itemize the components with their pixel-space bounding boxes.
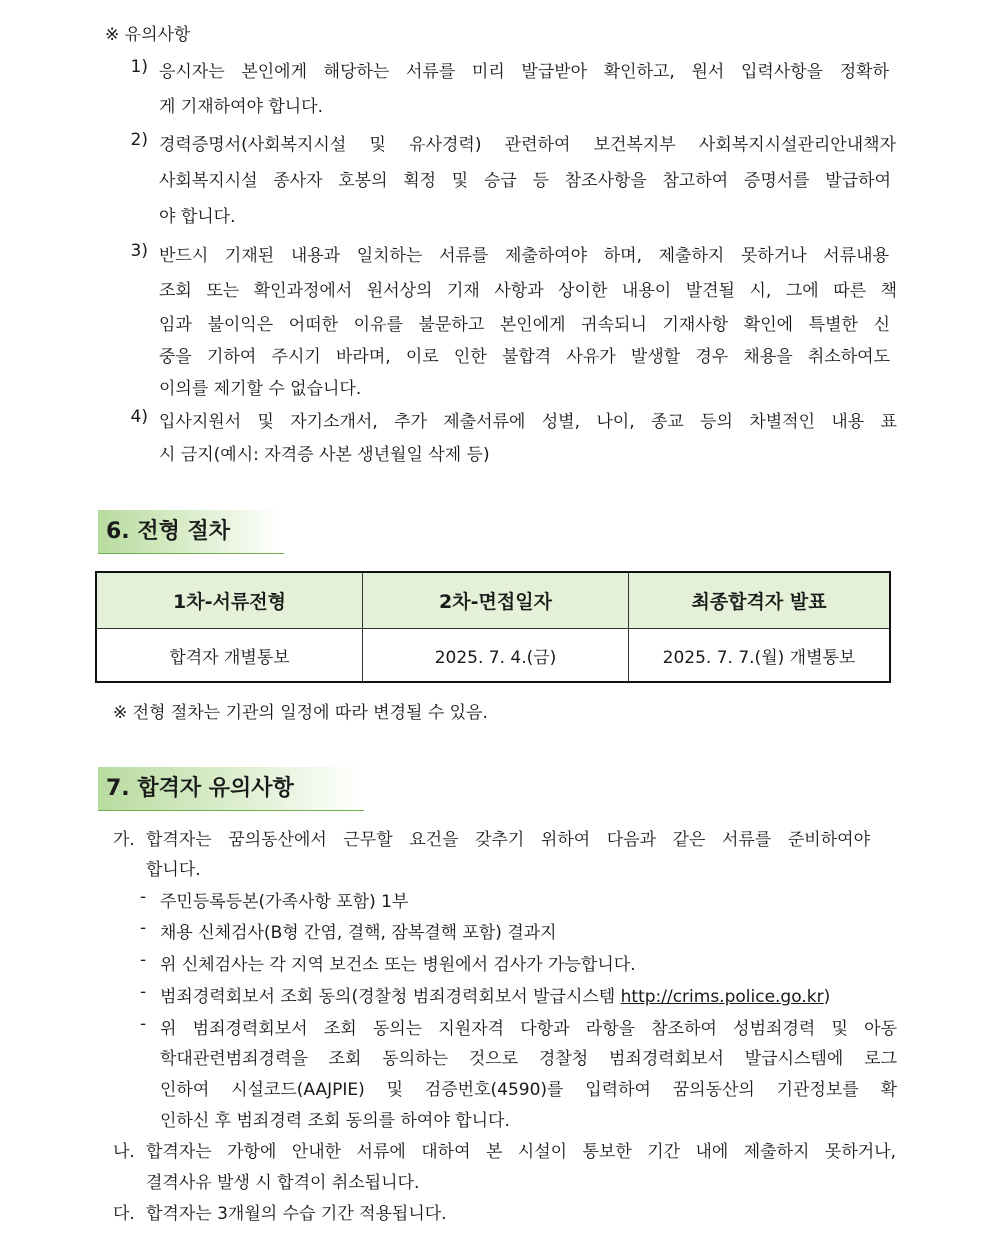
item-ga-marker: 가. xyxy=(113,830,135,850)
cell-document-screening: 합격자 개별통보 xyxy=(96,629,363,683)
bullet-health-check-place: 위 신체검사는 각 지역 보건소 또는 병원에서 검사가 가능합니다. xyxy=(160,955,636,975)
note-1-line-2: 게 기재하여야 합니다. xyxy=(159,97,324,117)
note-3-line-5: 이의를 제기할 수 없습니다. xyxy=(159,379,362,399)
crims-link[interactable]: http://crims.police.go.kr xyxy=(620,987,824,1007)
notes-heading: ※ 유의사항 xyxy=(105,25,191,45)
dash-1: - xyxy=(140,887,147,907)
dash-4: - xyxy=(140,982,147,1002)
cell-interview-date: 2025. 7. 4.(금) xyxy=(363,629,629,683)
dash-5: - xyxy=(140,1014,147,1034)
note-2-line-1: 경력증명서(사회복지시설 및 유사경력) 관련하여 보건복지부 사회복지시설관리안내책자 xyxy=(159,135,896,155)
criminal-record-close: ) xyxy=(823,987,831,1007)
header-document-screening: 1차-서류전형 xyxy=(96,572,363,629)
table-header-row xyxy=(96,572,890,629)
bullet-resident-registration: 주민등록등본(가족사항 포함) 1부 xyxy=(160,892,409,912)
note-3-number: 3) xyxy=(130,241,148,261)
note-4-line-2: 시 금지(예시: 자격증 사본 생년월일 삭제 등) xyxy=(159,445,490,465)
dash-2: - xyxy=(140,918,147,938)
criminal-record-text: 범죄경력회보서 조회 동의(경찰청 범죄경력회보서 발급시스템 xyxy=(160,987,621,1007)
note-3-line-3: 임과 불이익은 어떠한 이유를 불문하고 본인에게 귀속되니 기재사항 확인에 특별한 신 xyxy=(159,315,890,335)
section-7-heading: 7. 합격자 유의사항 xyxy=(98,767,364,811)
table-row xyxy=(96,629,890,683)
item-na-line-1: 합격자는 가항에 안내한 서류에 대하여 본 시설이 통보한 기간 내에 제출하지 못하거나, xyxy=(146,1142,896,1162)
bullet-5-line-2: 학대관련범죄경력을 조회 동의하는 것으로 경찰청 범죄경력회보서 발급시스템에 로그 xyxy=(160,1049,897,1069)
note-4-number: 4) xyxy=(130,407,148,427)
header-final-announcement: 최종합격자 발표 xyxy=(629,572,891,629)
bullet-5-line-3: 인하여 시설코드(AAJPIE) 및 검증번호(4590)를 입력하여 꿈의동산의 기관정보를 확 xyxy=(160,1080,897,1100)
bullet-criminal-record-consent xyxy=(160,982,830,1007)
section-6-note: ※ 전형 절차는 기관의 일정에 따라 변경될 수 있음. xyxy=(113,703,488,723)
item-da-marker: 다. xyxy=(113,1204,135,1224)
note-1-number: 1) xyxy=(130,57,148,77)
note-3-line-2: 조회 또는 확인과정에서 원서상의 기재 사항과 상이한 내용이 발견될 시, 그에 따른 책 xyxy=(159,281,897,301)
cell-final-announcement: 2025. 7. 7.(월) 개별통보 xyxy=(629,629,891,683)
note-3-line-4: 중을 기하여 주시기 바라며, 이로 인한 불합격 사유가 발생할 경우 채용을 취소하여도 xyxy=(159,347,890,367)
header-interview-date: 2차-면접일자 xyxy=(363,572,629,629)
note-4-line-1: 입사지원서 및 자기소개서, 추가 제출서류에 성별, 나이, 종교 등의 차별적인 내용 표 xyxy=(159,412,897,432)
item-da-line-1: 합격자는 3개월의 수습 기간 적용됩니다. xyxy=(146,1204,447,1224)
note-3-line-1: 반드시 기재된 내용과 일치하는 서류를 제출하여야 하며, 제출하지 못하거나 서류내용 xyxy=(159,246,889,266)
bullet-5-line-4: 인하신 후 범죄경력 조회 동의를 하여야 합니다. xyxy=(160,1111,510,1131)
dash-3: - xyxy=(140,950,147,970)
section-6-heading: 6. 전형 절차 xyxy=(98,510,284,554)
note-2-line-2: 사회복지시설 종사자 호봉의 획정 및 승급 등 참조사항을 참고하여 증명서를 발급하여 xyxy=(159,171,891,191)
item-ga-line-1: 합격자는 꿈의동산에서 근무할 요건을 갖추기 위하여 다음과 같은 서류를 준비하여야 xyxy=(146,830,870,850)
selection-process-table xyxy=(95,571,891,683)
note-2-number: 2) xyxy=(130,130,148,150)
item-na-marker: 나. xyxy=(113,1142,135,1162)
bullet-health-check: 채용 신체검사(B형 간염, 결핵, 잠복결핵 포함) 결과지 xyxy=(160,923,557,943)
item-ga-line-2: 합니다. xyxy=(146,860,201,880)
note-1-line-1: 응시자는 본인에게 해당하는 서류를 미리 발급받아 확인하고, 원서 입력사항을 정확하 xyxy=(159,62,889,82)
bullet-5-line-1: 위 범죄경력회보서 조회 동의는 지원자격 다항과 라항을 참조하여 성범죄경력 및 아동 xyxy=(160,1019,897,1039)
item-na-line-2: 결격사유 발생 시 합격이 취소됩니다. xyxy=(146,1173,420,1193)
note-2-line-3: 야 합니다. xyxy=(159,207,236,227)
